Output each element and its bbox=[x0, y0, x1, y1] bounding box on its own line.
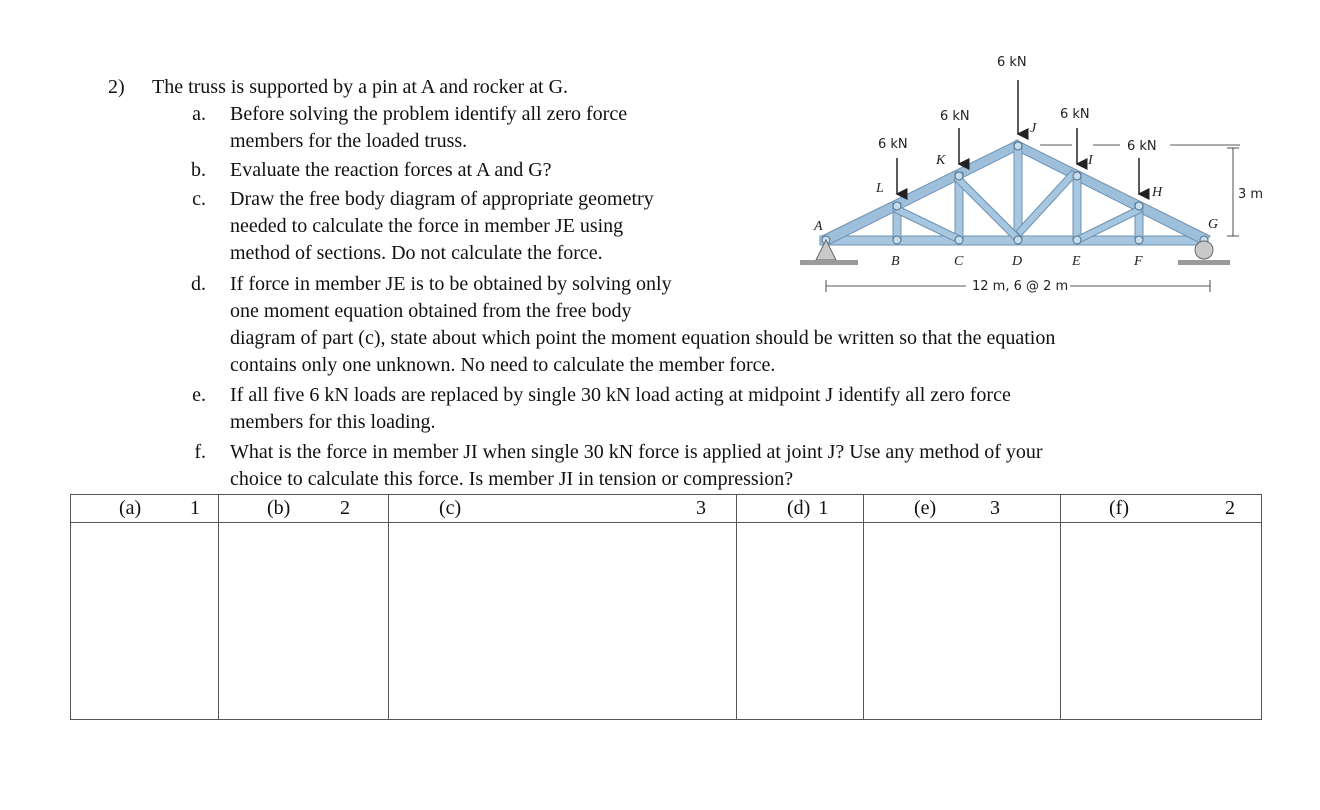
part-f-line: What is the force in member JI when single 30 kN force is applied at joint J? Use any method of your bbox=[230, 441, 1043, 463]
part-d-label: d. bbox=[191, 273, 206, 295]
header-cell-e bbox=[864, 495, 1061, 523]
joint-label-i: I bbox=[1088, 153, 1093, 168]
answer-cell-b[interactable] bbox=[219, 523, 389, 720]
part-c-line: method of sections. Do not calculate the force. bbox=[230, 242, 603, 264]
part-a-line: members for the loaded truss. bbox=[230, 130, 468, 152]
part-c-line: needed to calculate the force in member JE using bbox=[230, 215, 624, 237]
header-cell-b bbox=[219, 495, 389, 523]
header-cell-c bbox=[389, 495, 737, 523]
part-a-text bbox=[230, 101, 627, 155]
joint-label-k: K bbox=[936, 153, 946, 168]
joint-label-a: A bbox=[814, 219, 823, 234]
part-f-line: choice to calculate this force. Is member JI in tension or compression? bbox=[230, 468, 794, 490]
answer-cell-e[interactable] bbox=[864, 523, 1061, 720]
part-e-line: members for this loading. bbox=[230, 411, 436, 433]
part-label: (c) bbox=[439, 497, 462, 519]
part-c-line: Draw the free body diagram of appropriate geometry bbox=[230, 188, 654, 210]
span-label: 12 m, 6 @ 2 m bbox=[972, 279, 1069, 294]
load-label: 6 kN bbox=[940, 109, 970, 124]
points-label: 3 bbox=[990, 497, 1000, 519]
part-f-label: f. bbox=[194, 441, 206, 463]
load-label: 6 kN bbox=[1060, 107, 1090, 122]
part-f-text bbox=[230, 439, 1043, 493]
part-d-line: diagram of part (c), state about which point the moment equation should be written so that the equation bbox=[230, 327, 1056, 349]
part-label: (d) bbox=[787, 497, 811, 519]
question-intro: The truss is supported by a pin at A and rocker at G. bbox=[152, 76, 569, 98]
table-header-row bbox=[71, 495, 1262, 523]
load-label: 6 kN bbox=[997, 55, 1027, 70]
load-label: 6 kN bbox=[1127, 139, 1157, 154]
joint-label-c: C bbox=[954, 254, 964, 269]
part-a-label: a. bbox=[192, 103, 206, 125]
points-label: 1 bbox=[190, 497, 200, 519]
top-chord-left bbox=[822, 140, 1020, 244]
points-label: 1 bbox=[818, 497, 829, 519]
load-label: 6 kN bbox=[878, 137, 908, 152]
part-d-line: contains only one unknown. No need to calculate the member force. bbox=[230, 354, 776, 376]
member-id bbox=[1016, 170, 1077, 236]
header-cell-f bbox=[1061, 495, 1262, 523]
joint-label-j: J bbox=[1030, 121, 1037, 136]
part-b-label: b. bbox=[191, 159, 206, 181]
part-e-label: e. bbox=[192, 384, 206, 406]
member-jd bbox=[1014, 143, 1022, 238]
joint-label-h: H bbox=[1152, 185, 1163, 200]
part-label: (e) bbox=[914, 497, 937, 519]
rocker-support bbox=[1195, 241, 1213, 259]
part-b-text bbox=[230, 157, 552, 184]
joint-label-e: E bbox=[1072, 254, 1081, 269]
joint-label-f: F bbox=[1134, 254, 1143, 269]
joint-label-g: G bbox=[1208, 217, 1219, 232]
part-e-line: If all five 6 kN loads are replaced by single 30 kN load acting at midpoint J identify all zero force bbox=[230, 384, 1011, 406]
joint-label-l: L bbox=[876, 181, 884, 196]
joint-label-d: D bbox=[1012, 254, 1023, 269]
member-ie bbox=[1073, 172, 1081, 238]
points-label: 2 bbox=[1225, 497, 1235, 519]
question-number: 2) bbox=[108, 76, 125, 98]
top-chord-right bbox=[1014, 140, 1210, 244]
height-label: 3 m bbox=[1238, 187, 1264, 202]
answer-cell-a[interactable] bbox=[71, 523, 219, 720]
answer-cell-f[interactable] bbox=[1061, 523, 1262, 720]
answer-cell-c[interactable] bbox=[389, 523, 737, 720]
member-kd bbox=[954, 175, 1020, 241]
part-label: (f) bbox=[1109, 497, 1129, 519]
part-c-text bbox=[230, 186, 654, 267]
truss-diagram bbox=[790, 40, 1264, 310]
joint-label-b: B bbox=[891, 254, 900, 269]
points-label: 2 bbox=[340, 497, 350, 519]
part-a-line: Before solving the problem identify all zero force bbox=[230, 103, 628, 125]
part-b-line: Evaluate the reaction forces at A and G? bbox=[230, 159, 552, 181]
part-label: (b) bbox=[267, 497, 291, 519]
part-d-line: If force in member JE is to be obtained by solving only bbox=[230, 273, 672, 295]
header-cell-d bbox=[737, 495, 864, 523]
part-c-label: c. bbox=[192, 188, 206, 210]
header-cell-a bbox=[71, 495, 219, 523]
points-label: 3 bbox=[696, 497, 706, 519]
answer-table bbox=[70, 494, 1262, 720]
part-d-line: one moment equation obtained from the free body bbox=[230, 300, 632, 322]
part-e-text bbox=[230, 382, 1011, 436]
table-answer-row bbox=[71, 523, 1262, 720]
part-label: (a) bbox=[119, 497, 142, 519]
answer-cell-d[interactable] bbox=[737, 523, 864, 720]
